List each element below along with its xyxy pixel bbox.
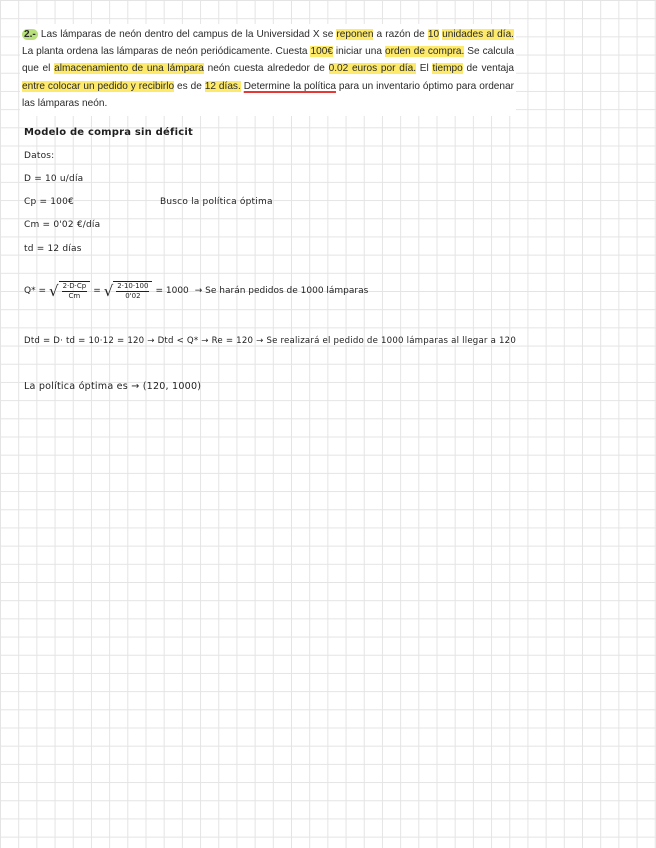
notes-holding-cost: Cm = 0'02 €/día [24,220,101,230]
notes-reorder-line: Dtd = D· td = 10·12 = 120 → Dtd < Q* → Re = 120 → Se realizará el pedido de 1000 lámparas al llegar a 120 [24,336,516,346]
problem-text: La planta ordena las lámparas de neón periódicamente. Cuesta [22,46,311,58]
fraction-2-num: 2·10·100 [117,282,149,290]
sqrt-2 [104,281,153,301]
problem-number: 2.- [24,29,36,40]
problem-statement [20,24,516,116]
formula-lhs: Q* = [24,286,46,296]
fraction-1-num: 2·D·Cp [62,282,87,290]
highlight-100: 100€ [310,46,333,58]
notes-policy: La política óptima es → (120, 1000) [24,381,202,392]
highlight-orden: orden de compra. [384,46,465,58]
eoq-formula [24,281,368,301]
formula-eq: = [93,286,101,296]
fraction-1-den: Cm [68,292,81,300]
fraction-2 [113,281,152,301]
highlight-unidades: unidades al día. [442,29,514,40]
fraction-1 [59,281,91,301]
problem-text: neón cuesta alrededor de [203,63,329,75]
notes-lead-time: td = 12 días [24,244,82,254]
sqrt-1 [49,281,90,301]
notes-demand: D = 10 u/día [24,174,84,184]
problem-text: para un inventario óptimo para ordenar las lámparas neón. [22,80,515,109]
formula-result: = 1000 [155,286,189,296]
highlight-002: 0.02 euros por día. [328,63,417,75]
highlight-10: 10 [427,29,440,40]
notes-title: Modelo de compra sin déficit [24,127,193,138]
problem-text: es de [174,80,205,92]
highlight-reponen: reponen [336,29,374,40]
problem-text: de ventaja [462,63,514,75]
problem-text: iniciar una [332,46,385,58]
problem-text: Se calcula que el [22,46,514,75]
radical-icon: √ [103,281,114,300]
highlight-entre: entre colocar un pedido y recibirlo [22,80,175,92]
fraction-2-den: 0'02 [125,292,141,300]
problem-text: Las lámparas de neón dentro del campus de la Universidad X se [37,29,337,40]
notes-order-cost: Cp = 100€ [24,197,74,207]
underline-determine: Determine la política [243,80,336,92]
problem-text: El [416,63,433,75]
highlight-tiempo: tiempo [432,63,463,75]
formula-comment: → Se harán pedidos de 1000 lámparas [194,286,369,296]
highlight-12: 12 días. [204,80,241,92]
radical-icon: √ [49,281,59,300]
notes-busco: Busco la política óptima [160,197,273,207]
highlight-almacenamiento: almacenamiento de una lámpara [54,63,204,75]
notes-datos: Datos: [24,151,55,161]
problem-text: a razón de [373,29,428,40]
